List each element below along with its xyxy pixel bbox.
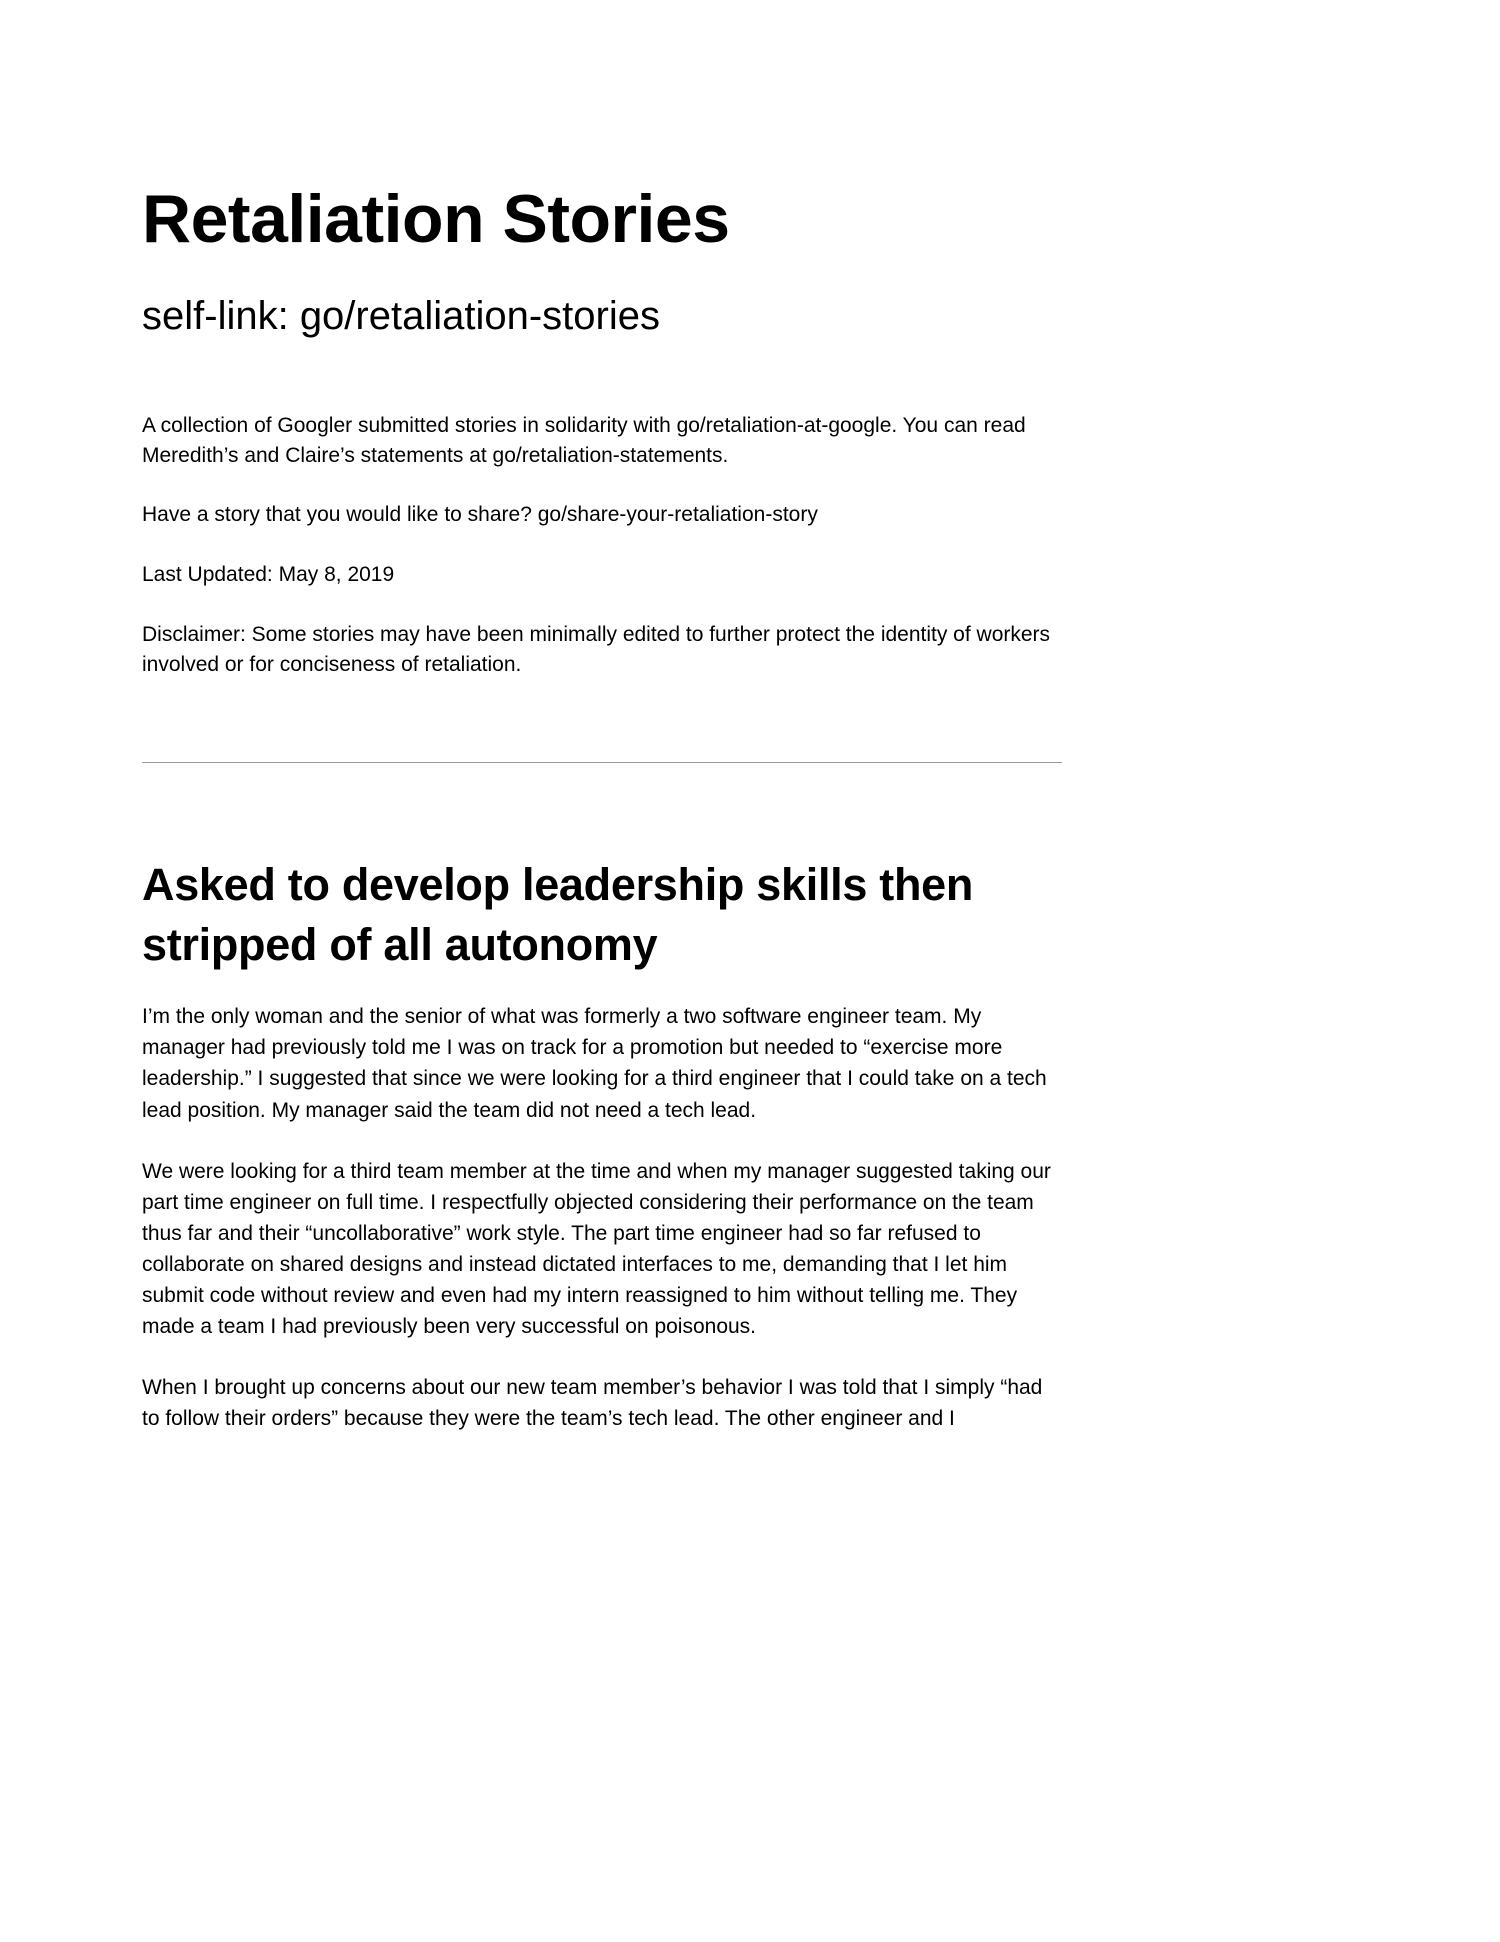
story-heading: Asked to develop leadership skills then stripped of all autonomy [142, 858, 974, 970]
divider-wrapper [142, 680, 1062, 763]
page-subtitle: self-link: go/retaliation-stories [142, 293, 660, 338]
story-paragraph: We were looking for a third team member at the time and when my manager suggested taking our part time engineer on full time. I respectfully objected considering their performance on the team thus far and their “uncollaborative” work style. The part time engineer had so far refused to collaborate on shared designs and instead dictated interfaces to me, demanding that I let him submit code without review and even had my intern reassigned to him without telling me. They made a team I had previously been very successful on poisonous. [142, 1159, 1051, 1338]
intro-paragraph-last-updated: Last Updated: May 8, 2019 [142, 563, 395, 587]
document-body [142, 0, 1062, 1464]
intro-paragraph-collection: A collection of Googler submitted stories in solidarity with go/retaliation-at-google. You can read Meredith’s and Claire’s statements at go/retaliation-statements. [142, 413, 1026, 467]
intro-paragraph-disclaimer: Disclaimer: Some stories may have been minimally edited to further protect the identity of workers involved or for conciseness of retaliation. [142, 623, 1051, 676]
page-title: Retaliation Stories [142, 181, 730, 257]
intro-paragraph-share-story: Have a story that you would like to share? go/share-your-retaliation-story [142, 503, 818, 527]
intro-section [142, 339, 1062, 680]
story-paragraph: When I brought up concerns about our new team member’s behavior I was told that I simply “had to follow their orders” because they were the team’s tech lead. The other engineer and I [142, 1376, 1043, 1431]
story-section [142, 763, 1062, 1435]
story-paragraph: I’m the only woman and the senior of what was formerly a two software engineer team. My manager had previously told me I was on track for a promotion but needed to “exercise more leadership.” I suggested that since we were looking for a third engineer that I could take on a tech lead position. My manager said the team did not need a tech lead. [142, 1005, 1047, 1122]
story-body [142, 1001, 1062, 1434]
